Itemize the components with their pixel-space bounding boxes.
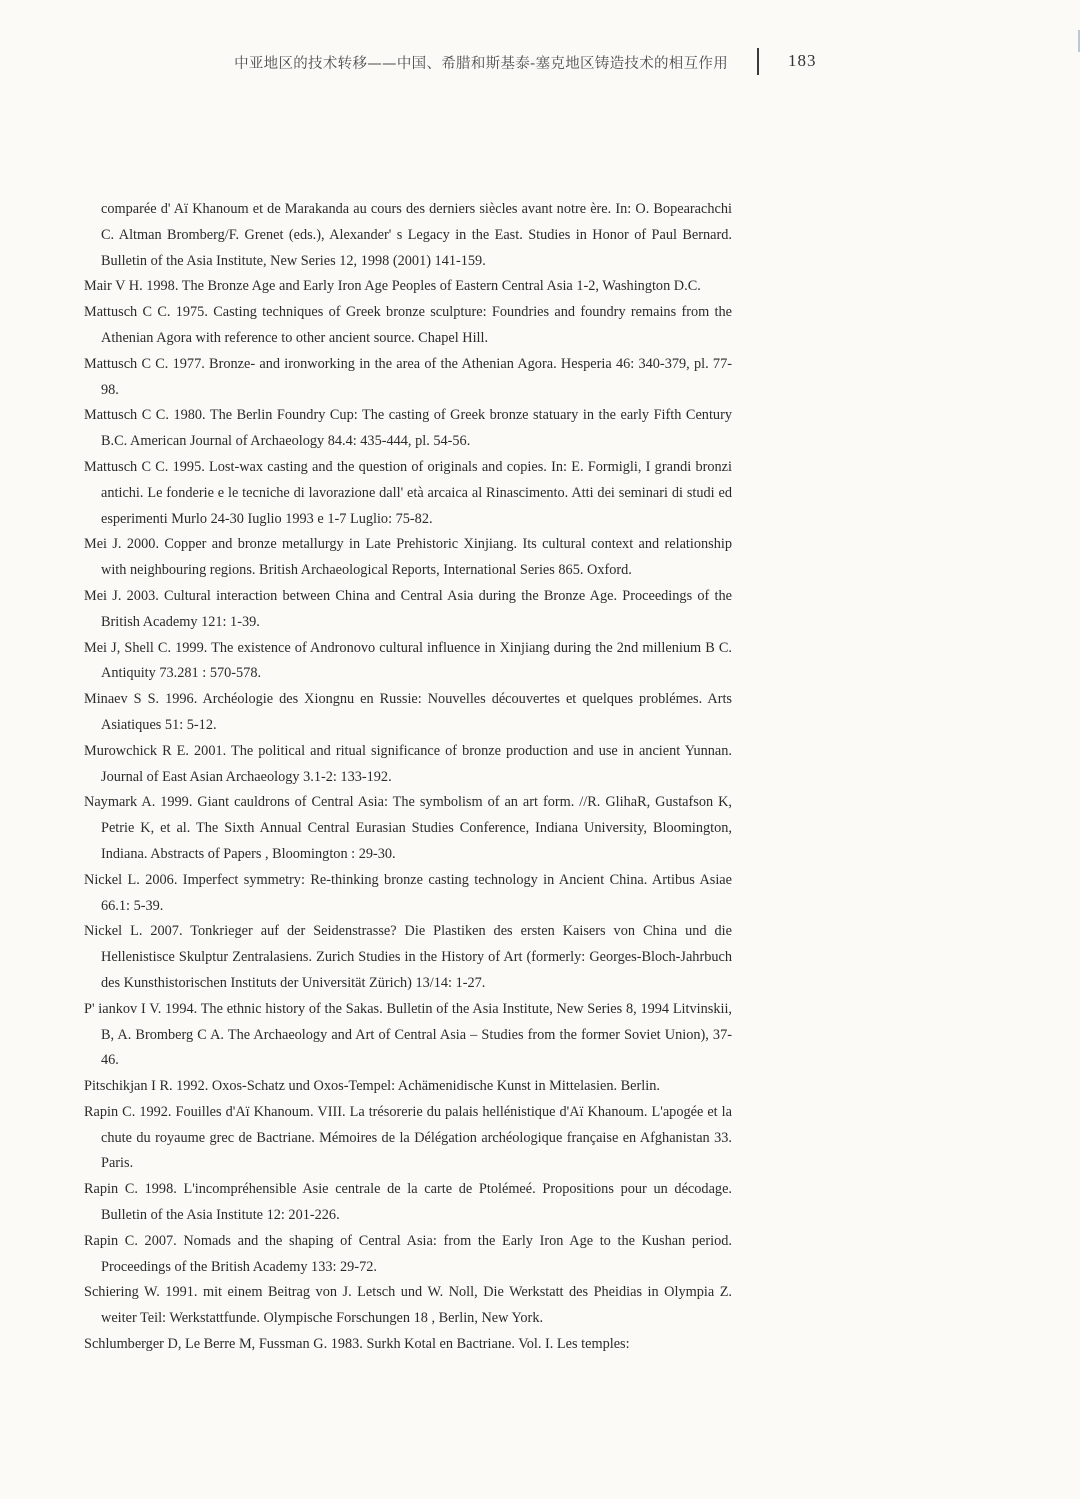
reference-entry: Nickel L. 2006. Imperfect symmetry: Re-thinking bronze casting technology in Ancient China. Artibus Asiae 66.1: 5-39. bbox=[84, 871, 732, 914]
reference-entry: Rapin C. 1998. L'incompréhensible Asie centrale de la carte de Ptolémeé. Propositions pour un décodage. Bulletin of the Asia Institute 12: 201-226. bbox=[84, 1181, 732, 1224]
reference-entry: Mattusch C C. 1995. Lost-wax casting and the question of originals and copies. In: E. Formigli, I grandi bronzi antichi. Le fonderie e le tecniche di lavorazione dall' età arcaica al Rinascimento. Atti dei seminari di studi ed esperimenti Murlo 24-30 Iuglio 1993 e 1-7 Luglio: 75-82. bbox=[84, 458, 732, 527]
header-divider bbox=[757, 48, 759, 75]
reference-entry: Minaev S S. 1996. Archéologie des Xiongnu en Russie: Nouvelles découvertes et quelques problémes. Arts Asiatiques 51: 5-12. bbox=[84, 691, 732, 733]
running-title: 中亚地区的技术转移——中国、希腊和斯基泰-塞克地区铸造技术的相互作用 bbox=[234, 56, 728, 72]
reference-entry: Rapin C. 2007. Nomads and the shaping of Central Asia: from the Early Iron Age to the Kushan period. Proceedings of the British Academy 133: 29-72. bbox=[84, 1232, 732, 1275]
reference-entry: Mattusch C C. 1977. Bronze- and ironworking in the area of the Athenian Agora. Hesperia 46: 340-379, pl. 77-98. bbox=[84, 355, 732, 398]
reference-entry: Mei J. 2003. Cultural interaction between China and Central Asia during the Bronze Age. Proceedings of the British Academy 121: 1-39. bbox=[84, 587, 732, 630]
reference-entry: P' iankov I V. 1994. The ethnic history of the Sakas. Bulletin of the Asia Institute, New Series 8, 1994 Litvinskii, B, A. Bromberg C A. The Archaeology and Art of Central Asia – Studies from the former Soviet Union), 37-46. bbox=[84, 1000, 732, 1069]
reference-entry: Mattusch C C. 1975. Casting techniques of Greek bronze sculpture: Foundries and foundry remains from the Athenian Agora with reference to other ancient source. Chapel Hill. bbox=[84, 304, 732, 346]
reference-entry: Rapin C. 1992. Fouilles d'Aï Khanoum. VIII. La trésorerie du palais hellénistique d'Aï Khanoum. L'apogée et la chute du royaume grec de Bactriane. Mémoires de la Délégation archéologique française en Afghanistan 33. Paris. bbox=[84, 1103, 732, 1172]
reference-entry: Mattusch C C. 1980. The Berlin Foundry Cup: The casting of Greek bronze statuary in the early Fifth Century B.C. American Journal of Archaeology 84.4: 435-444, pl. 54-56. bbox=[84, 407, 732, 450]
reference-entry: Mei J, Shell C. 1999. The existence of Andronovo cultural influence in Xinjiang during the 2nd millenium B C. Antiquity 73.281 : 570-578. bbox=[84, 639, 732, 682]
reference-entry: Naymark A. 1999. Giant cauldrons of Central Asia: The symbolism of an art form. //R. GlihaR, Gustafson K, Petrie K, et al. The Sixth Annual Central Eurasian Studies Conference, Indiana University, Bloomington, Indiana. Abstracts of Papers , Bloomington : 29-30. bbox=[84, 794, 732, 862]
reference-entry: Mair V H. 1998. The Bronze Age and Early Iron Age Peoples of Eastern Central Asia 1-2, Washington D.C. bbox=[84, 278, 701, 295]
running-header bbox=[0, 48, 1080, 78]
reference-entry: Pitschikjan I R. 1992. Oxos-Schatz und Oxos-Tempel: Achämenidische Kunst in Mittelasien. Berlin. bbox=[84, 1078, 660, 1095]
page-number: 183 bbox=[788, 51, 817, 70]
reference-entry: Nickel L. 2007. Tonkrieger auf der Seidenstrasse? Die Plastiken des ersten Kaisers von China und die Hellenistisce Skulptur Zentralasiens. Zurich Studies in the History of Art (formerly: Georges-Bloch-Jahrbuch des Kunsthistorischen Instituts der Universität Zürich) 13/14: 1-27. bbox=[84, 923, 732, 991]
reference-entry: Schlumberger D, Le Berre M, Fussman G. 1983. Surkh Kotal en Bactriane. Vol. I. Les temples: bbox=[84, 1336, 630, 1353]
reference-entry: Mei J. 2000. Copper and bronze metallurgy in Late Prehistoric Xinjiang. Its cultural context and relationship with neighbouring regions. British Archaeological Reports, International Series 865. Oxford. bbox=[84, 536, 732, 579]
reference-entry: Schiering W. 1991. mit einem Beitrag von J. Letsch und W. Noll, Die Werkstatt des Pheidias in Olympia Z. weiter Teil: Werkstattfunde. Olympische Forschungen 18 , Berlin, New York. bbox=[84, 1284, 732, 1327]
reference-list bbox=[84, 197, 732, 1358]
reference-entry: Murowchick R E. 2001. The political and ritual significance of bronze production and use in ancient Yunnan. Journal of East Asian Archaeology 3.1-2: 133-192. bbox=[84, 742, 732, 785]
reference-entry-continued: comparée d' Aï Khanoum et de Marakanda au cours des derniers siècles avant notre ère. In: O. Bopearachchi C. Altman Bromberg/F. Grenet (eds.), Alexander' s Legacy in the East. Studies in Honor of Paul Bernard. Bulletin of the Asia Institute, New Series 12, 1998 (2001) 141-159. bbox=[101, 201, 732, 269]
